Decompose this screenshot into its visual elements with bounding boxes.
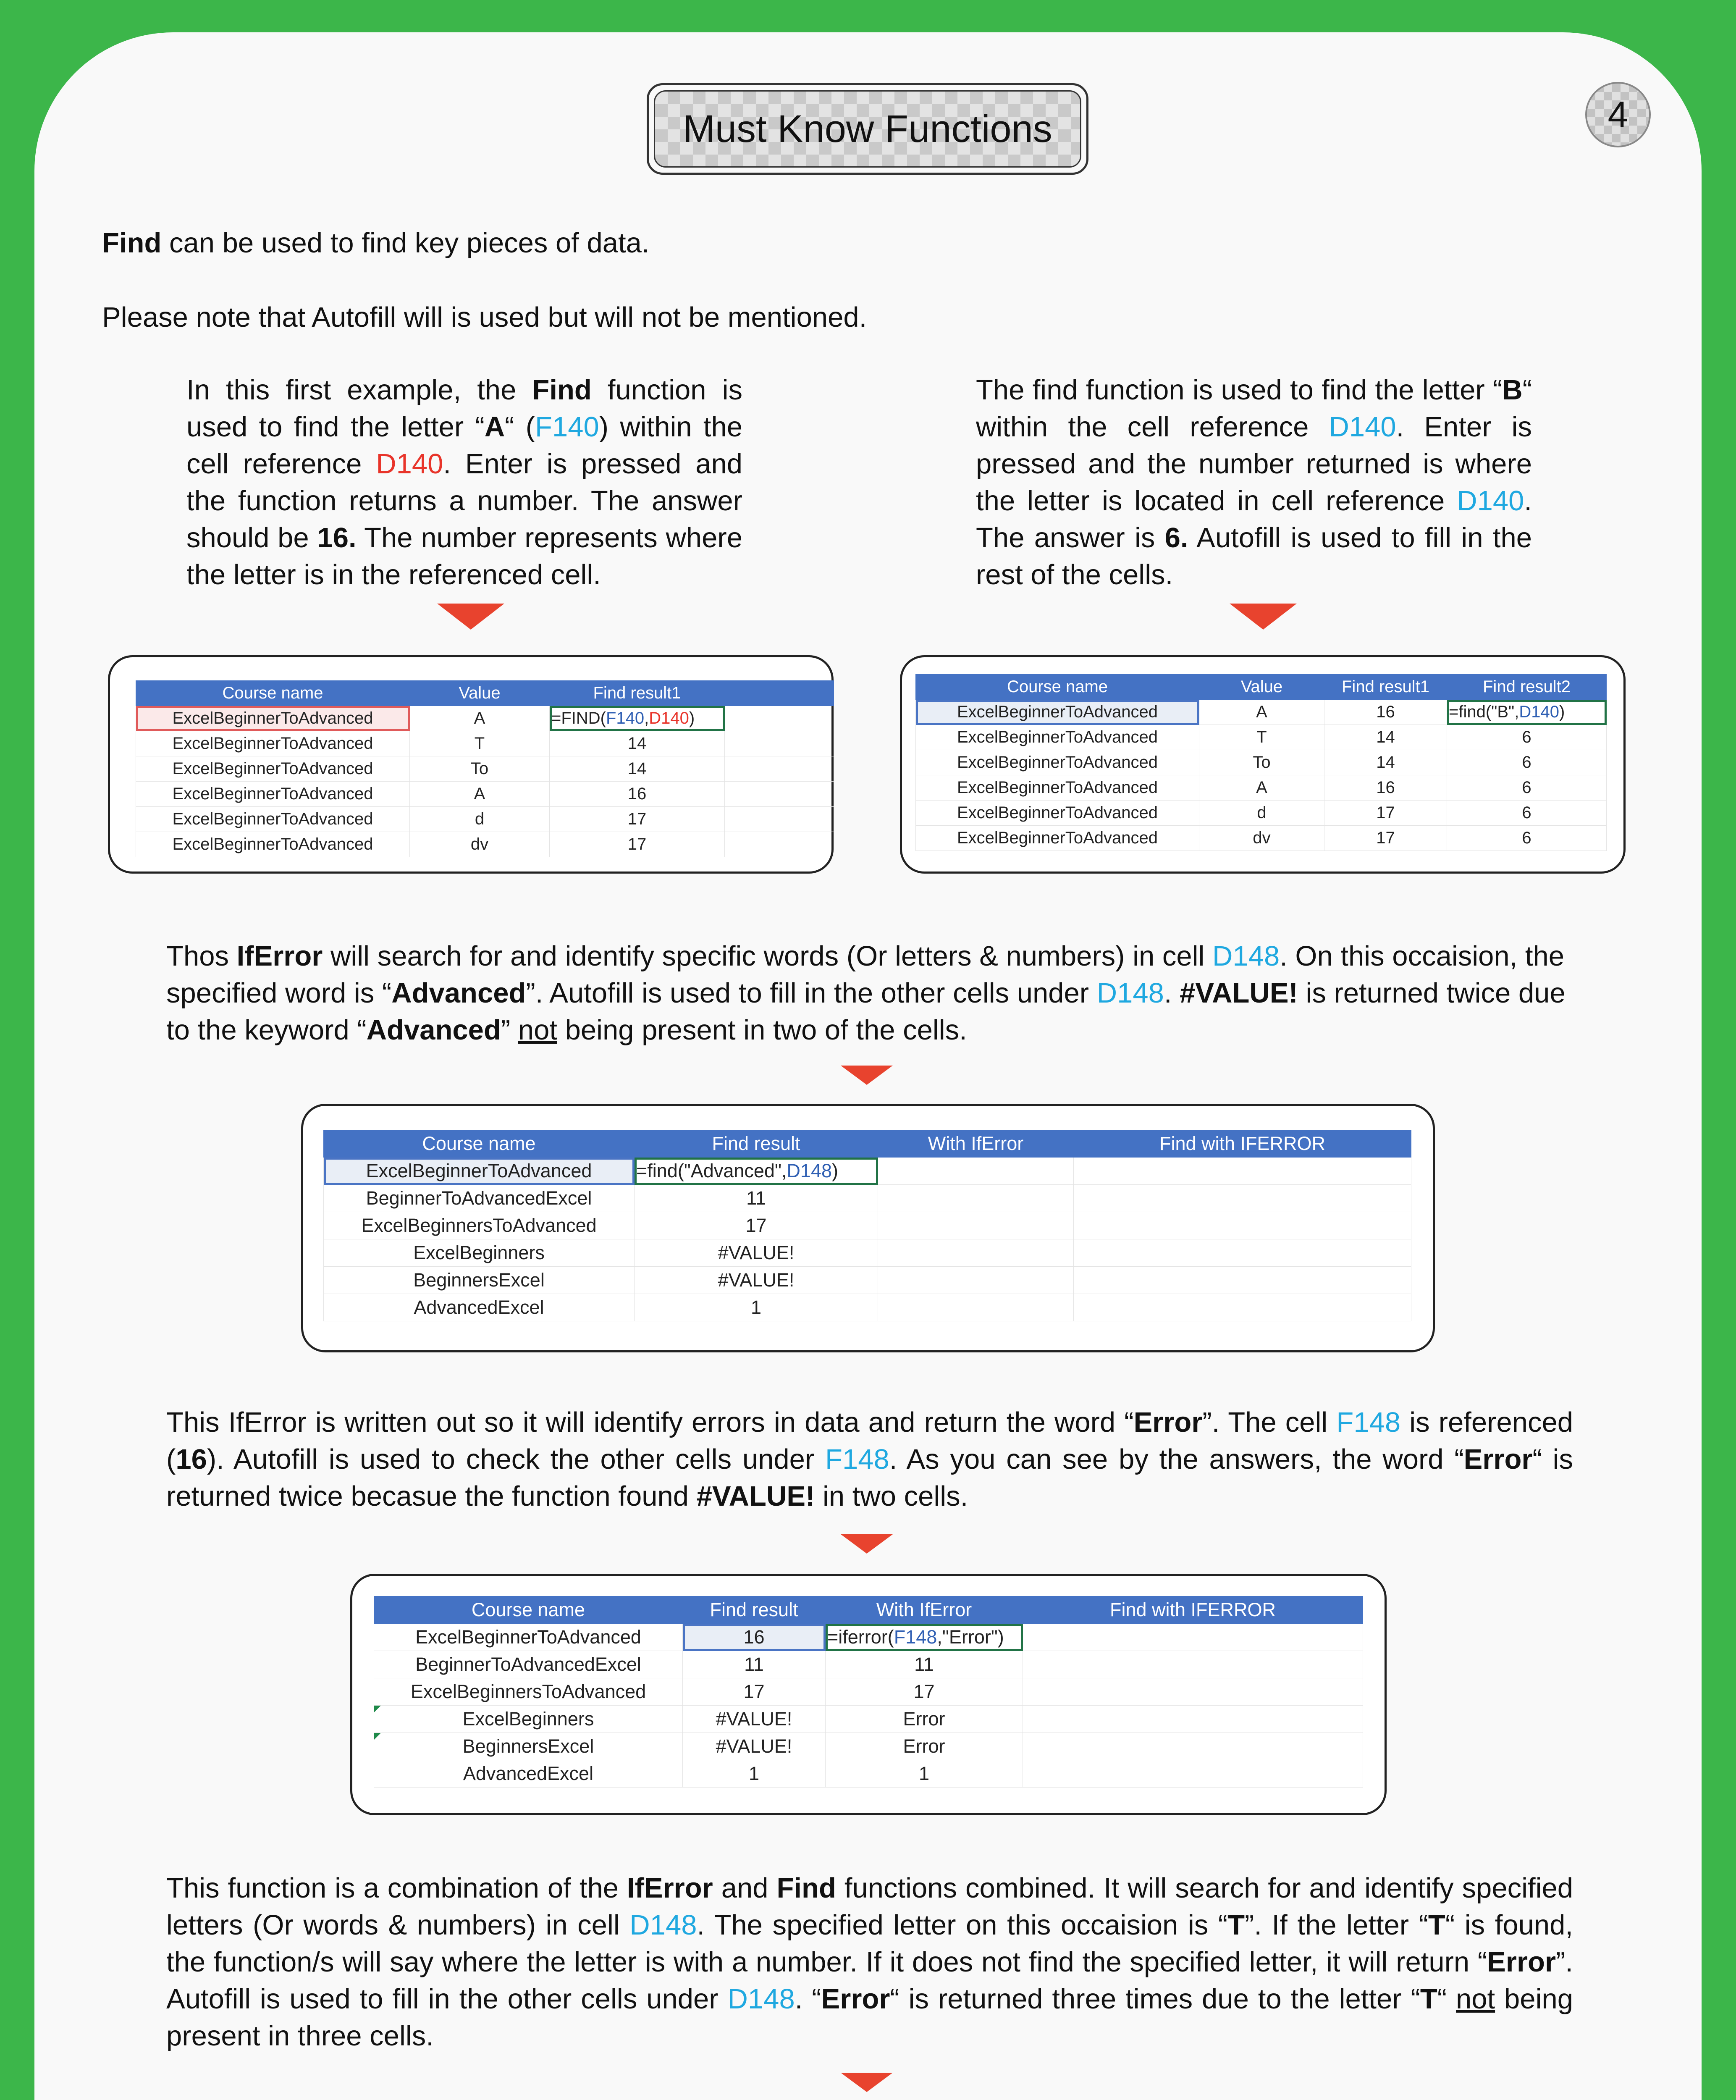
text-run: “ is returned twice becasue the function found: [166, 1444, 1573, 1512]
table-row: [916, 801, 1607, 826]
formula-text: ): [1559, 703, 1565, 721]
down-arrow-icon: [841, 1066, 893, 1085]
text-run: . “: [795, 1983, 821, 2015]
cell-reference: D148: [727, 1983, 795, 2015]
intro-line-1-text: can be used to find key pieces of data.: [161, 227, 650, 259]
title-box: [647, 83, 1088, 175]
text-run: . As you can see by the answers, the word “: [889, 1444, 1464, 1475]
down-arrow-icon: [841, 2073, 893, 2092]
column-header: Course name: [374, 1596, 683, 1624]
cell[interactable]: 17: [550, 807, 725, 832]
text-run: ”. Autofill is used to fill in the other cells under: [166, 1946, 1573, 2015]
cell[interactable]: ExcelBeginners: [374, 1706, 683, 1733]
table-header-row: [916, 675, 1607, 700]
table-header-row: [136, 681, 834, 706]
cell[interactable]: 6: [1447, 801, 1607, 826]
text-run: ”: [501, 1014, 518, 1046]
table1: [136, 680, 834, 857]
cell[interactable]: [878, 1185, 1074, 1212]
cell-reference: D140: [1329, 411, 1396, 443]
iferror-paragraph-2: [166, 1404, 1573, 1515]
table-row: [916, 700, 1607, 725]
cell[interactable]: [725, 756, 834, 782]
table-row: [324, 1185, 1411, 1212]
combined-paragraph: [166, 1870, 1573, 2055]
cell[interactable]: 11: [635, 1185, 878, 1212]
text-run: . Enter is pressed and the number returned is where the letter is located in cell reference: [976, 411, 1532, 517]
text-run: being present in two of the cells.: [557, 1014, 967, 1046]
cell[interactable]: 11: [683, 1651, 826, 1678]
cell-reference: F140: [535, 411, 599, 443]
formula-text: ,"Error"): [937, 1626, 1004, 1648]
cell[interactable]: AdvancedExcel: [324, 1294, 635, 1321]
cell[interactable]: #VALUE!: [635, 1239, 878, 1267]
cell[interactable]: ExcelBeginnersToAdvanced: [324, 1212, 635, 1239]
cell[interactable]: 6: [1447, 725, 1607, 750]
iferror-keyword: IfError: [236, 940, 323, 972]
down-arrow-icon: [437, 604, 504, 630]
cell[interactable]: A: [1199, 700, 1324, 725]
cell[interactable]: 14: [1324, 750, 1447, 775]
underlined-word: not: [518, 1014, 557, 1046]
column-header: Find result2: [1447, 675, 1607, 700]
cell[interactable]: ExcelBeginnerToAdvanced: [916, 750, 1199, 775]
table-row: [916, 775, 1607, 801]
underlined-word: not: [1455, 1983, 1495, 2015]
cell[interactable]: dv: [1199, 826, 1324, 851]
table-row: [374, 1733, 1363, 1760]
cell[interactable]: BeginnersExcel: [374, 1733, 683, 1760]
error-value: #VALUE!: [696, 1480, 815, 1512]
cell[interactable]: ExcelBeginnerToAdvanced: [136, 832, 410, 857]
text-run: ) within the cell reference: [186, 411, 742, 480]
column-header: Course name: [136, 681, 410, 706]
cell[interactable]: ExcelBeginnerToAdvanced: [916, 826, 1199, 851]
answer-value: 16.: [317, 522, 357, 554]
cell[interactable]: 14: [1324, 725, 1447, 750]
cell-reference: F148: [1336, 1407, 1401, 1438]
cell[interactable]: [1074, 1158, 1411, 1185]
text-run: ”. If the letter “: [1245, 1909, 1428, 1941]
formula-text: =FIND(: [551, 709, 606, 727]
page-title: Must Know Functions: [654, 90, 1081, 168]
letter-keyword: B: [1502, 374, 1523, 406]
table-row: [374, 1760, 1363, 1788]
table-row: [324, 1158, 1411, 1185]
table3: [323, 1130, 1411, 1321]
cell[interactable]: A: [410, 782, 550, 807]
text-run: .: [1164, 977, 1180, 1009]
cell[interactable]: BeginnerToAdvancedExcel: [374, 1651, 683, 1678]
table-row: [324, 1294, 1411, 1321]
keyword: Error: [1133, 1407, 1203, 1438]
keyword: Error: [821, 1983, 890, 2015]
example2-paragraph: [976, 372, 1532, 593]
text-run: Thos: [166, 940, 237, 972]
text-run: . On this occaision, the specified word is “: [166, 940, 1564, 1009]
table-row: [916, 725, 1607, 750]
cell[interactable]: [725, 706, 834, 731]
formula-text: =find("Advanced",: [636, 1160, 787, 1181]
cell[interactable]: BeginnersExcel: [324, 1267, 635, 1294]
text-run: is referenced (: [166, 1407, 1573, 1475]
text-run: . The answer is: [976, 485, 1532, 554]
formula-text: =iferror(: [827, 1626, 894, 1648]
error-value: #VALUE!: [1180, 977, 1298, 1009]
cell[interactable]: ExcelBeginnerToAdvanced: [916, 700, 1199, 725]
formula-text: =find("B",: [1449, 703, 1519, 721]
cell[interactable]: [878, 1158, 1074, 1185]
cell[interactable]: d: [410, 807, 550, 832]
column-header: Find result1: [550, 681, 725, 706]
cell[interactable]: [1023, 1651, 1363, 1678]
cell-reference: D148: [1212, 940, 1280, 972]
formula-cell[interactable]: [1447, 700, 1607, 725]
formula-text: ): [689, 709, 695, 727]
text-run: “ within the cell reference: [976, 374, 1532, 443]
formula-cell[interactable]: [635, 1158, 878, 1185]
cell[interactable]: 6: [1447, 775, 1607, 801]
text-run: ”. The cell: [1202, 1407, 1337, 1438]
table4: [374, 1596, 1363, 1788]
cell[interactable]: [1074, 1239, 1411, 1267]
table-row: [374, 1624, 1363, 1651]
keyword: Error: [1463, 1444, 1533, 1475]
cell[interactable]: BeginnerToAdvancedExcel: [324, 1185, 635, 1212]
cell[interactable]: To: [410, 756, 550, 782]
table-row: [136, 832, 834, 857]
text-run: The find function is used to find the letter “: [976, 374, 1503, 406]
formula-text: ): [832, 1160, 838, 1181]
iferror-paragraph-1: [166, 938, 1573, 1049]
column-header: Find result: [635, 1130, 878, 1158]
column-header: With IfError: [878, 1130, 1074, 1158]
column-header: [725, 681, 834, 706]
cell[interactable]: [878, 1294, 1074, 1321]
column-header: Course name: [324, 1130, 635, 1158]
text-run: being present in three cells.: [166, 1983, 1573, 2052]
column-header: Find with IFERROR: [1023, 1596, 1363, 1624]
cell[interactable]: [1023, 1760, 1363, 1788]
cell[interactable]: 16: [683, 1624, 826, 1651]
formula-reference: F140: [606, 709, 645, 727]
formula-reference: F148: [894, 1626, 937, 1648]
cell[interactable]: 1: [826, 1760, 1023, 1788]
cell[interactable]: Error: [826, 1733, 1023, 1760]
cell[interactable]: A: [1199, 775, 1324, 801]
example1-paragraph: [186, 372, 742, 593]
cell[interactable]: 17: [1324, 801, 1447, 826]
cell[interactable]: 1: [635, 1294, 878, 1321]
answer-value: 16: [176, 1444, 207, 1475]
text-run: “ (: [505, 411, 535, 443]
column-header: Find result1: [1324, 675, 1447, 700]
keyword: Error: [1487, 1946, 1556, 1978]
text-run: and: [713, 1872, 777, 1904]
cell[interactable]: ExcelBeginnerToAdvanced: [136, 756, 410, 782]
formula-cell[interactable]: [550, 706, 725, 731]
cell[interactable]: 1: [683, 1760, 826, 1788]
text-run: will search for and identify specific words (Or letters & numbers) in cell: [323, 940, 1213, 972]
down-arrow-icon: [841, 1534, 893, 1554]
cell[interactable]: T: [410, 731, 550, 756]
text-run: function is used to find the letter “: [186, 374, 742, 443]
text-run: Autofill is used to fill in the rest of the cells.: [976, 522, 1532, 591]
table-row: [136, 756, 834, 782]
cell[interactable]: A: [410, 706, 550, 731]
text-run: “ is found, the function/s will say where the letter is with a number. If it does not find the specified letter, it will return “: [166, 1909, 1573, 1978]
formula-reference: D140: [1519, 703, 1559, 721]
cell[interactable]: [1074, 1212, 1411, 1239]
cell[interactable]: [1074, 1267, 1411, 1294]
table-row: [374, 1706, 1363, 1733]
cell[interactable]: T: [1199, 725, 1324, 750]
page-number-badge: 4: [1585, 82, 1651, 147]
answer-value: 6.: [1164, 522, 1188, 554]
cell[interactable]: [725, 807, 834, 832]
cell[interactable]: 16: [550, 782, 725, 807]
cell[interactable]: d: [1199, 801, 1324, 826]
formula-reference: D140: [649, 709, 689, 727]
cell[interactable]: 17: [826, 1678, 1023, 1706]
cell-reference: D148: [1096, 977, 1164, 1009]
text-run: “ is returned three times due to the letter “: [890, 1983, 1420, 2015]
cell[interactable]: [725, 832, 834, 857]
table-row: [136, 706, 834, 731]
column-header: Value: [1199, 675, 1324, 700]
cell[interactable]: [1023, 1733, 1363, 1760]
table-row: [324, 1267, 1411, 1294]
cell[interactable]: [878, 1212, 1074, 1239]
cell[interactable]: dv: [410, 832, 550, 857]
down-arrow-icon: [1230, 604, 1297, 630]
cell[interactable]: 11: [826, 1651, 1023, 1678]
column-header: Course name: [916, 675, 1199, 700]
table-row: [136, 782, 834, 807]
text-run: . Enter is pressed and the function returns a number. The answer should be: [186, 448, 742, 554]
cell[interactable]: #VALUE!: [683, 1733, 826, 1760]
intro-line-2: Please note that Autofill will is used but will not be mentioned.: [102, 302, 867, 333]
text-run: The number represents where the letter is in the referenced cell.: [186, 522, 742, 591]
find-keyword: Find: [102, 227, 162, 259]
text-run: in two cells.: [815, 1480, 968, 1512]
cell[interactable]: 17: [1324, 826, 1447, 851]
cell-reference: D140: [1457, 485, 1524, 517]
letter-keyword: T: [1428, 1909, 1445, 1941]
cell[interactable]: 6: [1447, 826, 1607, 851]
formula-cell[interactable]: [826, 1624, 1023, 1651]
cell[interactable]: ExcelBeginnersToAdvanced: [374, 1678, 683, 1706]
cell[interactable]: 17: [683, 1678, 826, 1706]
cell-reference: F148: [825, 1444, 889, 1475]
text-run: In this first example, the: [186, 374, 532, 406]
cell[interactable]: 17: [550, 832, 725, 857]
formula-reference: D148: [787, 1160, 832, 1181]
text-run: . The specified letter on this occaision is “: [697, 1909, 1228, 1941]
formula-text: ,: [644, 709, 649, 727]
cell[interactable]: 14: [550, 731, 725, 756]
cell[interactable]: 16: [1324, 775, 1447, 801]
cell[interactable]: [1023, 1624, 1363, 1651]
cell[interactable]: [878, 1239, 1074, 1267]
text-run: “: [1437, 1983, 1456, 2015]
table-row: [324, 1212, 1411, 1239]
cell[interactable]: #VALUE!: [635, 1267, 878, 1294]
table-row: [136, 731, 834, 756]
cell-reference: D148: [629, 1909, 697, 1941]
cell[interactable]: [1023, 1678, 1363, 1706]
text-run: This IfError is written out so it will identify errors in data and return the word “: [166, 1407, 1134, 1438]
cell-reference: D140: [376, 448, 443, 480]
cell[interactable]: ExcelBeginners: [324, 1239, 635, 1267]
cell[interactable]: [1074, 1294, 1411, 1321]
cell[interactable]: ExcelBeginnerToAdvanced: [916, 801, 1199, 826]
cell[interactable]: 16: [1324, 700, 1447, 725]
table-row: [136, 807, 834, 832]
column-header: With IfError: [826, 1596, 1023, 1624]
table-row: [374, 1651, 1363, 1678]
cell[interactable]: ExcelBeginnerToAdvanced: [374, 1624, 683, 1651]
table-row: [324, 1239, 1411, 1267]
table-row: [374, 1678, 1363, 1706]
cell[interactable]: AdvancedExcel: [374, 1760, 683, 1788]
cell[interactable]: [1023, 1706, 1363, 1733]
cell[interactable]: Error: [826, 1706, 1023, 1733]
column-header: Value: [410, 681, 550, 706]
column-header: Find result: [683, 1596, 826, 1624]
table-header-row: [374, 1596, 1363, 1624]
iferror-keyword: IfError: [627, 1872, 713, 1904]
letter-keyword: T: [1420, 1983, 1437, 2015]
table2: [915, 674, 1607, 851]
table-row: [916, 826, 1607, 851]
cell[interactable]: 14: [550, 756, 725, 782]
cell[interactable]: ExcelBeginnerToAdvanced: [136, 731, 410, 756]
intro-line-1: [102, 225, 650, 262]
cell[interactable]: [725, 782, 834, 807]
find-keyword: Find: [776, 1872, 836, 1904]
cell[interactable]: #VALUE!: [683, 1706, 826, 1733]
cell[interactable]: [1074, 1185, 1411, 1212]
cell[interactable]: ExcelBeginnerToAdvanced: [136, 706, 410, 731]
cell[interactable]: ExcelBeginnerToAdvanced: [916, 775, 1199, 801]
text-run: functions combined. It will search for and identify specified letters (Or words & numbers) in cell: [166, 1872, 1573, 1941]
cell[interactable]: ExcelBeginnerToAdvanced: [916, 725, 1199, 750]
table-row: [916, 750, 1607, 775]
text-run: ). Autofill is used to check the other cells under: [207, 1444, 826, 1475]
keyword: Advanced: [366, 1014, 501, 1046]
cell[interactable]: 17: [635, 1212, 878, 1239]
table-header-row: [324, 1130, 1411, 1158]
text-run: ”. Autofill is used to fill in the other cells under: [526, 977, 1097, 1009]
text-run: is returned twice due to the keyword “: [166, 977, 1566, 1046]
cell[interactable]: ExcelBeginnerToAdvanced: [136, 807, 410, 832]
text-run: This function is a combination of the: [166, 1872, 627, 1904]
cell[interactable]: 6: [1447, 750, 1607, 775]
column-header: Find with IFERROR: [1074, 1130, 1411, 1158]
cell[interactable]: To: [1199, 750, 1324, 775]
letter-keyword: A: [484, 411, 505, 443]
cell[interactable]: [725, 731, 834, 756]
letter-keyword: T: [1227, 1909, 1245, 1941]
cell[interactable]: [878, 1267, 1074, 1294]
cell[interactable]: ExcelBeginnerToAdvanced: [324, 1158, 635, 1185]
find-keyword: Find: [532, 374, 592, 406]
cell[interactable]: ExcelBeginnerToAdvanced: [136, 782, 410, 807]
keyword: Advanced: [391, 977, 526, 1009]
